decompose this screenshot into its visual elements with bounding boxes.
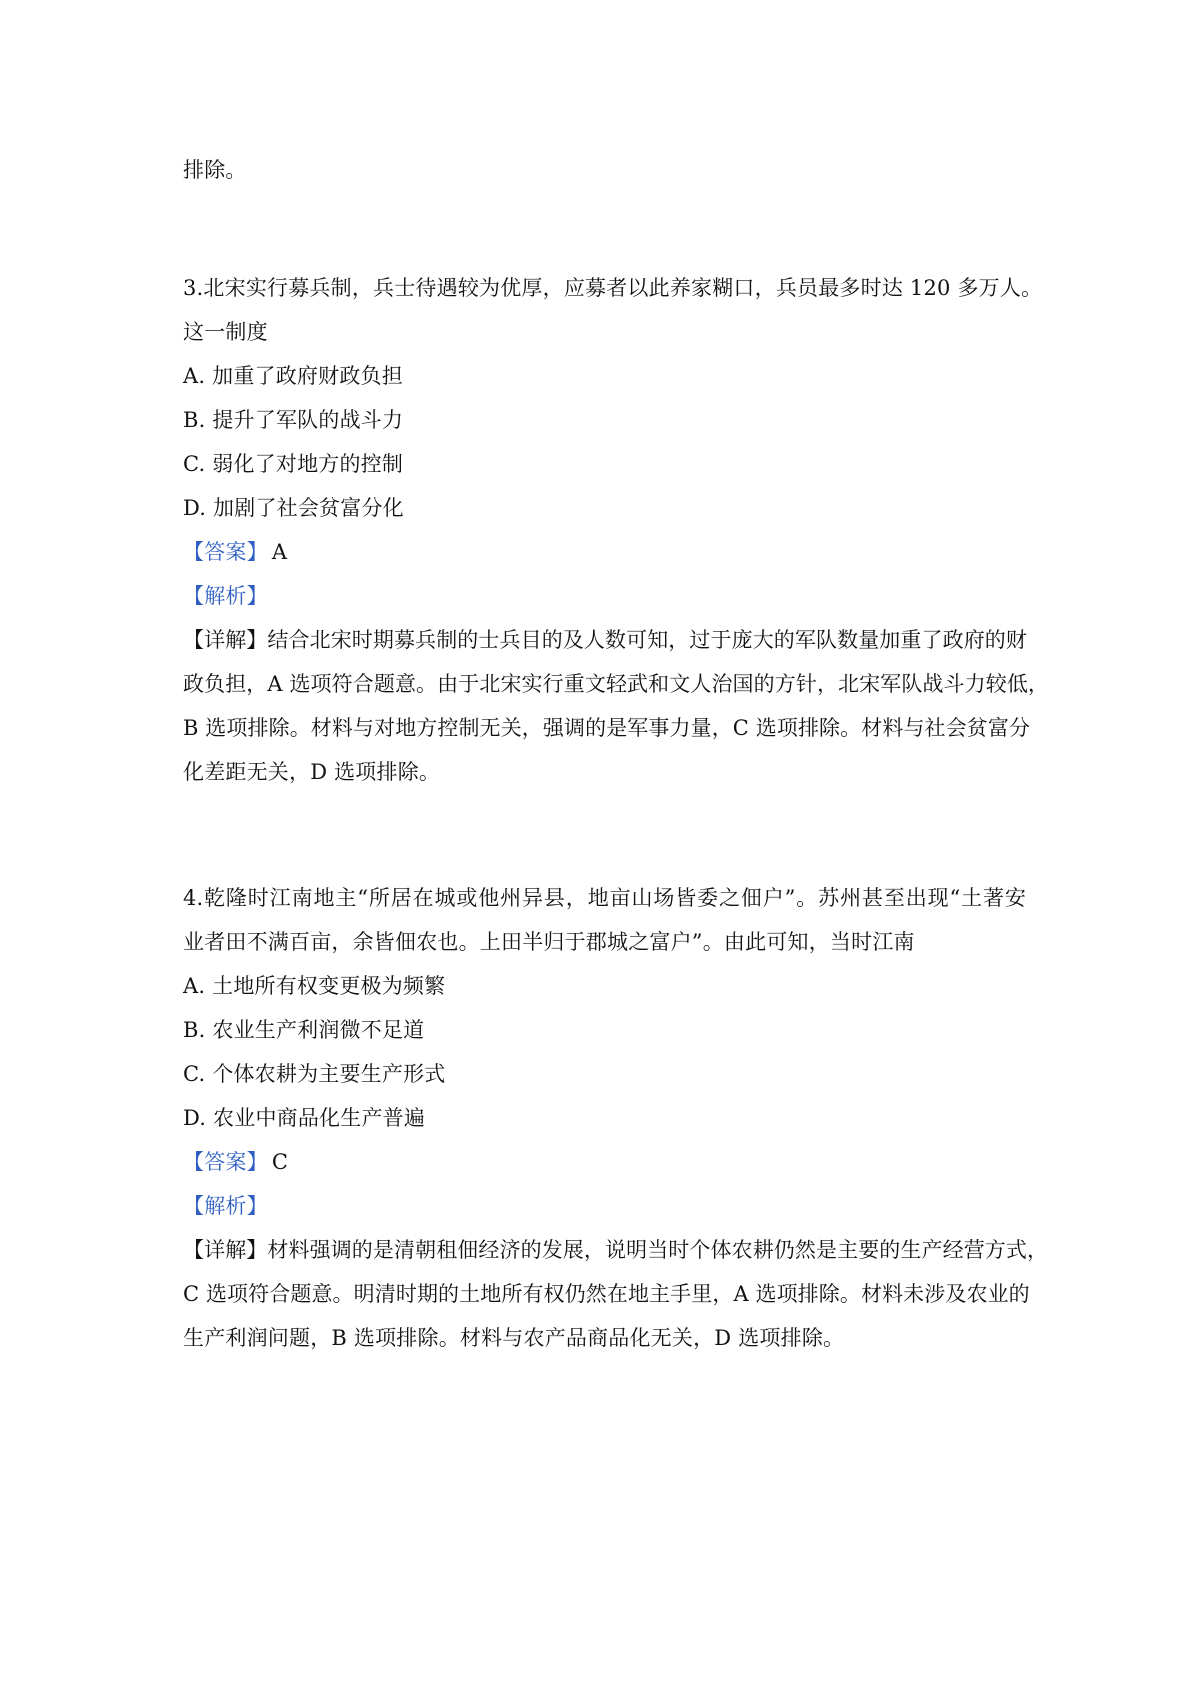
question-4-option-b: B. 农业生产利润微不足道: [183, 1018, 425, 1042]
question-3-detail-line-1: [183, 624, 1026, 656]
question-3-stem-line-2: 这一制度: [183, 320, 268, 344]
analysis-label: 【解析】: [183, 584, 268, 608]
question-3-answer-row: [183, 536, 287, 568]
question-4-analysis-label: [183, 1190, 268, 1222]
previous-answer-tail: 排除。: [183, 158, 247, 182]
question-3-option-a: A. 加重了政府财政负担: [183, 364, 403, 388]
question-3-detail-line-3: B 选项排除。材料与对地方控制无关，强调的是军事力量，C 选项排除。材料与社会贫富分: [183, 716, 1031, 740]
answer-value: A: [271, 540, 288, 564]
question-4-option-d: D. 农业中商品化生产普遍: [183, 1106, 426, 1130]
question-4-detail-line-1: [183, 1234, 1049, 1266]
answer-value: C: [271, 1150, 289, 1174]
question-4-stem-line-2: 业者田不满百亩，余皆佃农也。上田半归于郡城之富户”。由此可知，当时江南: [183, 930, 915, 954]
question-3-option-b: B. 提升了军队的战斗力: [183, 408, 404, 432]
question-4-detail-line-2: C 选项符合题意。明清时期的土地所有权仍然在地主手里，A 选项排除。材料未涉及农业的: [183, 1282, 1030, 1306]
question-4-option-c: C. 个体农耕为主要生产形式: [183, 1062, 446, 1086]
question-4-option-a: A. 土地所有权变更极为频繁: [183, 974, 446, 998]
answer-label: 【答案】: [183, 540, 268, 564]
question-4-stem-line-1: 4.乾隆时江南地主“所居在城或他州异县，地亩山场皆委之佃户”。苏州甚至出现“土著安: [183, 886, 1026, 910]
detail-text: 结合北宋时期募兵制的士兵目的及人数可知，过于庞大的军队数量加重了政府的财: [267, 628, 1028, 652]
question-3-option-d: D. 加剧了社会贫富分化: [183, 496, 404, 520]
detail-label: 【详解】: [183, 1238, 268, 1262]
question-3-stem-line-1: 3.北宋实行募兵制，兵士待遇较为优厚，应募者以此养家糊口，兵员最多时达 120 多万人。: [183, 276, 1043, 300]
question-3-detail-line-4: 化差距无关，D 选项排除。: [183, 760, 441, 784]
question-4-detail-line-3: 生产利润问题，B 选项排除。材料与农产品商品化无关，D 选项排除。: [183, 1326, 845, 1350]
detail-text: 材料强调的是清朝租佃经济的发展，说明当时个体农耕仍然是主要的生产经营方式，: [267, 1238, 1049, 1262]
answer-label: 【答案】: [183, 1150, 268, 1174]
question-3-option-c: C. 弱化了对地方的控制: [183, 452, 404, 476]
analysis-label: 【解析】: [183, 1194, 268, 1218]
question-4-answer-row: [183, 1146, 288, 1178]
question-3-analysis-label: [183, 580, 268, 612]
question-3-detail-line-2: 政负担，A 选项符合题意。由于北宋实行重文轻武和文人治国的方针，北宋军队战斗力较低，: [183, 672, 1050, 696]
detail-label: 【详解】: [183, 628, 268, 652]
